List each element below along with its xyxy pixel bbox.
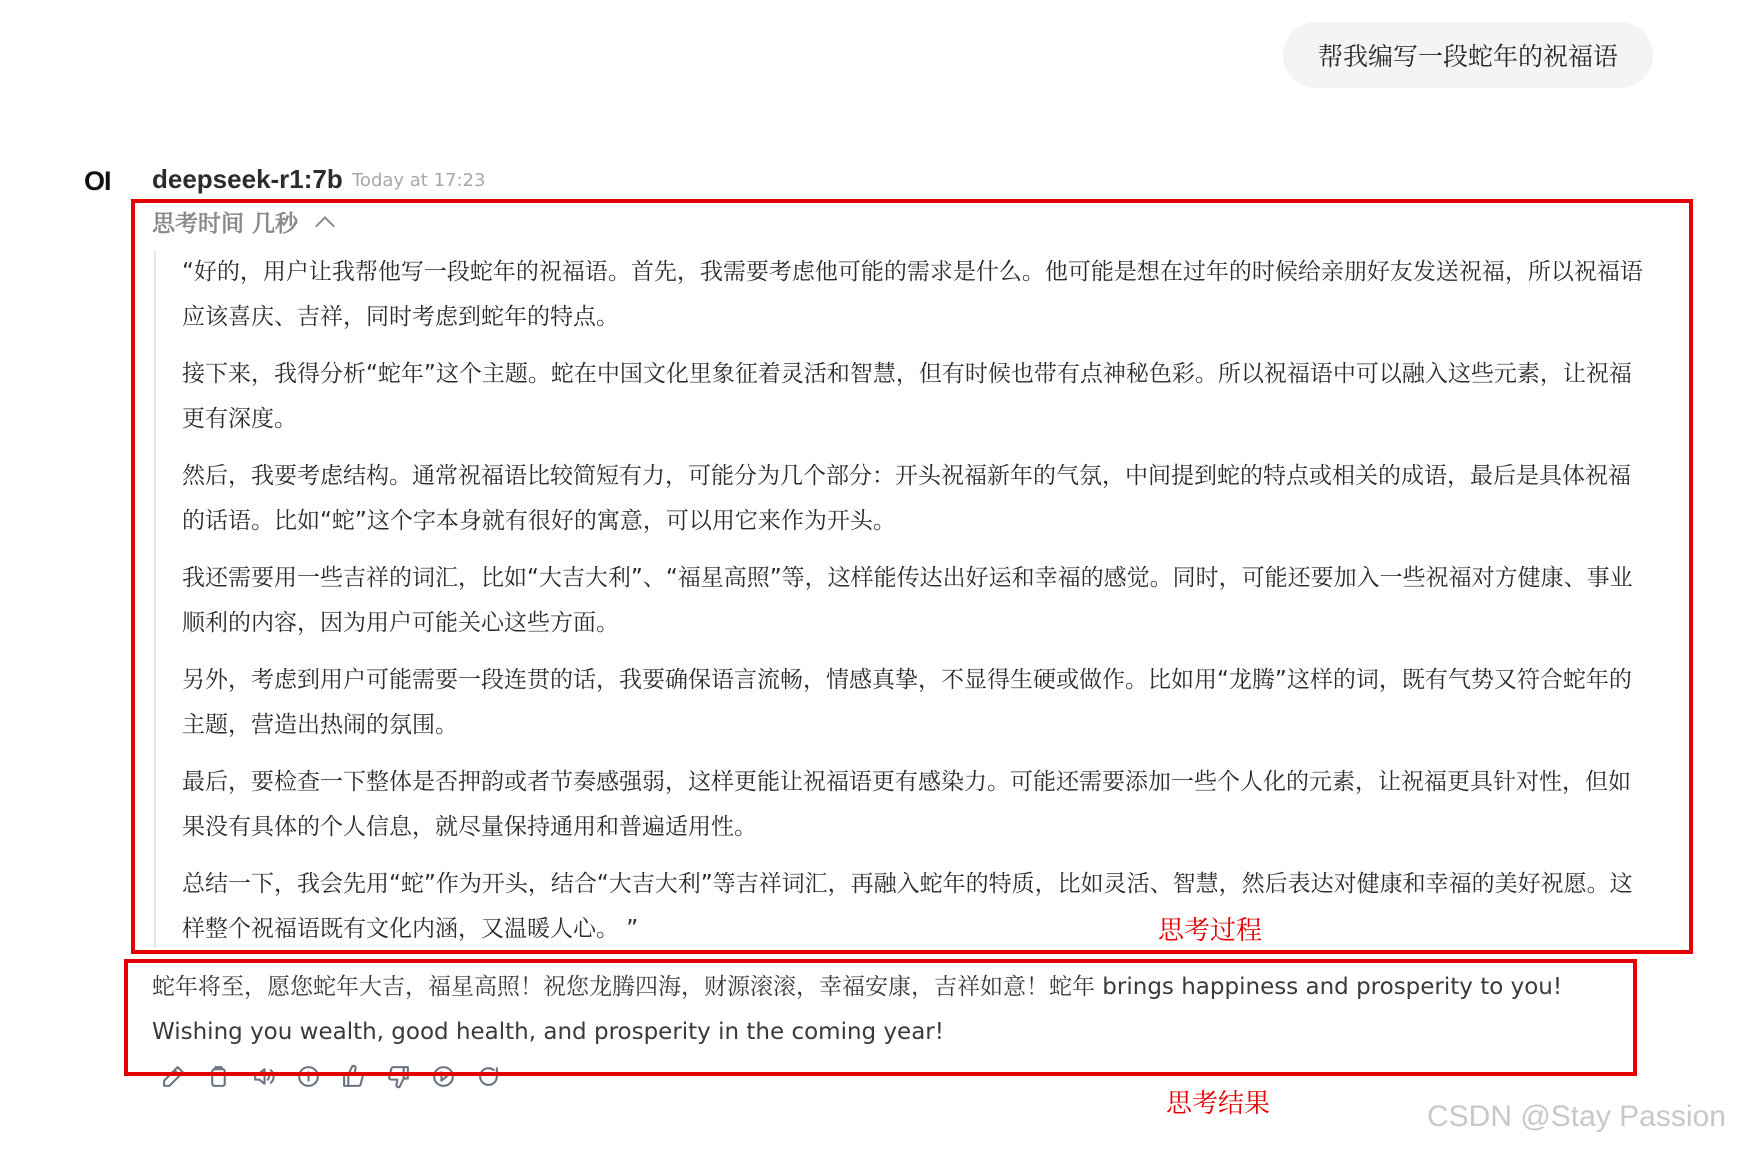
result-annotation-label: 思考结果 [1166, 1089, 1271, 1119]
thinking-annotation-box [131, 199, 1693, 954]
thinking-paragraph: 然后，我要考虑结构。通常祝福语比较简短有力，可能分为几个部分：开头祝福新年的气氛，中间提到蛇的特点或相关的成语，最后是具体祝福的话语。比如“蛇”这个字本身就有很好的寓意，可以用它来作为开头。 [182, 463, 1631, 534]
thinking-toggle-label: 思考时间 几秒 [152, 211, 299, 237]
thinking-paragraph: 接下来，我得分析“蛇年”这个主题。蛇在中国文化里象征着灵活和智慧，但有时候也带有点神秘色彩。所以祝福语中可以融入这些元素，让祝福更有深度。 [182, 361, 1632, 432]
thinking-paragraph: 我还需要用一些吉祥的词汇，比如“大吉大利”、“福星高照”等，这样能传达出好运和幸福的感觉。同时，可能还要加入一些祝福对方健康、事业顺利的内容，因为用户可能关心这些方面。 [182, 565, 1633, 636]
thinking-paragraph: 最后，要检查一下整体是否押韵或者节奏感强弱，这样更能让祝福语更有感染力。可能还需要添加一些个人化的元素，让祝福更具针对性，但如果没有具体的个人信息，就尽量保持通用和普遍适用性。 [182, 769, 1631, 840]
model-avatar: OI [84, 166, 111, 196]
thinking-paragraph: 总结一下，我会先用“蛇”作为开头，结合“大吉大利”等吉祥词汇，再融入蛇年的特质，比如灵活、智慧，然后表达对健康和幸福的美好祝愿。这样整个祝福语既有文化内涵，又温暖人心。 ” [182, 871, 1633, 942]
model-name: deepseek-r1:7b [152, 164, 343, 194]
user-message-text: 帮我编写一段蛇年的祝福语 [1317, 42, 1618, 71]
thinking-paragraph: “好的，用户让我帮他写一段蛇年的祝福语。首先，我需要考虑他可能的需求是什么。他可能是想在过年的时候给亲朋好友发送祝福，所以祝福语应该喜庆、吉祥，同时考虑到蛇年的特点。 [182, 259, 1643, 330]
message-timestamp: Today at 17:23 [352, 170, 486, 191]
thinking-paragraph: 另外，考虑到用户可能需要一段连贯的话，我要确保语言流畅，情感真挚，不显得生硬或做作。比如用“龙腾”这样的词，既有气势又符合蛇年的主题，营造出热闹的氛围。 [182, 667, 1632, 738]
user-message-bubble [1283, 22, 1653, 88]
watermark: CSDN @Stay Passion [1427, 1100, 1726, 1133]
result-annotation-box [124, 959, 1637, 1076]
response-text: 蛇年将至，愿您蛇年大吉，福星高照！祝您龙腾四海，财源滚滚，幸福安康，吉祥如意！蛇年 brings happiness and prosperity to you! Wishing you wealth, good health, and prosperity in the coming year! [152, 974, 1563, 1045]
thinking-annotation-label: 思考过程 [1158, 916, 1263, 946]
